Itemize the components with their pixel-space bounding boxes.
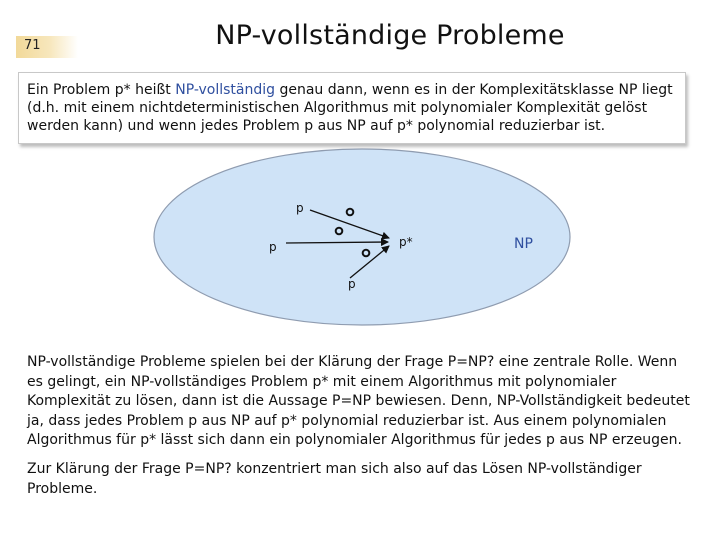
source-label-p-left: p [269,240,277,254]
slide-title: NP-vollständige Probleme [215,20,565,51]
np-set-ellipse [154,149,570,325]
explanation-paragraph: NP-vollständige Probleme spielen bei der Klärung der Frage P=NP? eine zentrale Rolle. Wenn es gelingt, ein NP-vollständiges Problem p* mit einem Algorithmus mit polynomialer Komplexität zu lösen, dann ist die Aussage P=NP bewiesen. Denn, NP-Vollständigkeit bedeutet ja, dass jedes Problem p aus NP auf p* polynomial reduzierbar ist. Aus einem polynomialen Algorithmus für p* lässt sich dann ein polynomialer Algorithmus für jedes p aus NP erzeugen. [27,354,690,448]
definition-text-start: Ein Problem p* heißt [27,82,176,98]
source-label-p-bottom: p [348,277,356,291]
target-label-p-star: p* [399,235,413,249]
conclusion-paragraph: Zur Klärung der Frage P=NP? konzentriert man sich also auf das Lösen NP-vollständiger Probleme. [27,461,642,497]
slide-number: 71 [24,38,41,53]
definition-text-rest: genau dann, wenn es in der Komplexitätsklasse NP liegt (d.h. mit einem nichtdeterministischen Algorithmus mit polynomialer Komplexität gelöst werden kann) und wenn jedes Problem p aus NP auf p* polynomial reduzierbar ist. [27,82,673,134]
np-set-label: NP [514,236,533,252]
source-label-p-top: p [296,201,304,215]
definition-highlight: NP-vollständig [175,82,276,98]
